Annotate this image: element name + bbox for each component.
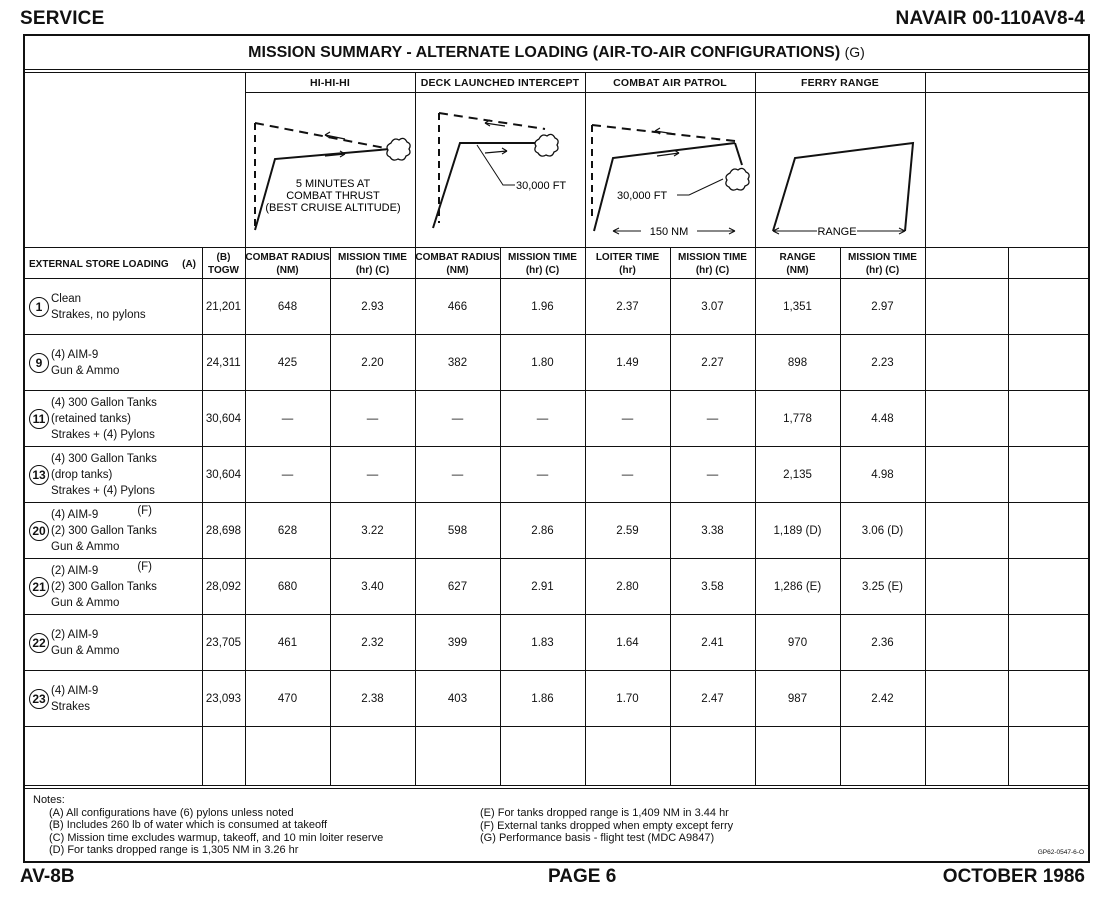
store-loading-line: Strakes + (4) Pylons	[51, 428, 155, 441]
table-cell: —	[366, 412, 379, 425]
note-d: (D) For tanks dropped range is 1,305 NM in 3.26 hr	[49, 844, 299, 856]
table-cell: 2.23	[871, 356, 894, 369]
table-cell: 425	[277, 356, 298, 369]
column-header-line-2: (hr) (C)	[355, 265, 390, 276]
table-cell: 30,604	[205, 412, 242, 425]
column-divider	[1008, 247, 1009, 785]
row-rule	[25, 726, 1090, 727]
column-header-7	[670, 248, 755, 278]
table-cell: 3.58	[701, 580, 724, 593]
table-cell: —	[536, 468, 549, 481]
store-loading-line: Strakes	[51, 700, 90, 713]
table-cell: 2.36	[871, 636, 894, 649]
dli-profile-diagram	[415, 93, 585, 247]
column-header-line-1: COMBAT RADIUS	[415, 252, 500, 263]
table-cell: 970	[787, 636, 808, 649]
figure-code: GP62-0547-6-O	[1037, 849, 1084, 856]
footer-page: PAGE 6	[548, 866, 617, 887]
store-loading-text	[51, 347, 119, 379]
title-main: MISSION SUMMARY - ALTERNATE LOADING (AIR-TO-AIR CONFIGURATIONS)	[248, 44, 841, 61]
mission-summary-table	[23, 34, 1090, 863]
table-cell: 403	[447, 692, 468, 705]
table-cell: 598	[447, 524, 468, 537]
note-flag: (F)	[137, 505, 152, 517]
table-cell: 3.22	[361, 524, 384, 537]
table-cell: 1.86	[531, 692, 554, 705]
table-cell: 1,351	[783, 300, 812, 313]
store-loading-cell	[25, 447, 202, 502]
mission-divider	[925, 73, 926, 785]
column-header-line-2: (NM)	[446, 265, 469, 276]
table-cell: 1.70	[616, 692, 639, 705]
note-e: (E) For tanks dropped range is 1,409 NM in 3.44 hr	[480, 807, 729, 819]
notes-rule	[25, 785, 1088, 789]
store-loading-cell	[25, 671, 202, 726]
store-loading-line: Gun & Ammo	[51, 596, 120, 609]
table-title	[25, 36, 1088, 69]
store-loading-line: (4) 300 Gallon Tanks	[51, 452, 157, 465]
footer-left: AV-8B	[20, 866, 75, 887]
store-loading-line: (4) AIM-9	[51, 508, 99, 521]
table-cell: 2.38	[361, 692, 384, 705]
table-cell: 2.20	[361, 356, 384, 369]
title-rule	[25, 69, 1088, 73]
mission-header-cap: COMBAT AIR PATROL	[613, 77, 727, 89]
table-cell: 628	[277, 524, 298, 537]
store-loading-line: (4) 300 Gallon Tanks	[51, 396, 157, 409]
store-loading-line: Gun & Ammo	[51, 364, 120, 377]
note-a: (A) All configurations have (6) pylons unless noted	[49, 806, 294, 819]
table-cell: 3.40	[361, 580, 384, 593]
table-cell: 3.07	[701, 300, 724, 313]
store-loading-line: Strakes, no pylons	[51, 308, 146, 321]
notes-heading: Notes:	[33, 794, 65, 806]
table-cell: 1,189 (D)	[773, 524, 822, 537]
table-cell: 24,311	[206, 356, 241, 369]
config-number-badge: 1	[29, 297, 49, 317]
ferry-range-label: RANGE	[817, 226, 857, 238]
table-cell: 2.91	[531, 580, 554, 593]
column-header-8	[755, 248, 840, 278]
table-cell: —	[536, 412, 549, 425]
table-cell: 1.83	[531, 636, 554, 649]
table-cell: 1,778	[783, 412, 812, 425]
column-header-line-2: (NM)	[786, 265, 809, 276]
store-loading-cell	[25, 335, 202, 390]
table-cell: —	[706, 468, 719, 481]
mission-header-dli: DECK LAUNCHED INTERCEPT	[420, 77, 580, 89]
config-number-badge: 22	[29, 633, 49, 653]
hihihi-note-line-1: 5 MINUTES AT	[295, 178, 371, 190]
config-number-badge: 11	[29, 409, 49, 429]
store-loading-line: (4) AIM-9	[51, 348, 99, 361]
store-loading-line: Gun & Ammo	[51, 644, 120, 657]
store-loading-line: Clean	[51, 292, 82, 305]
store-loading-cell	[25, 503, 202, 558]
table-cell: 466	[447, 300, 468, 313]
column-header-line-1: COMBAT RADIUS	[245, 252, 330, 263]
table-cell: 28,092	[205, 580, 242, 593]
column-header-line-1: MISSION TIME	[848, 252, 917, 263]
table-cell: 2.42	[871, 692, 894, 705]
column-header-line-1: (B)	[216, 252, 231, 263]
store-loading-text	[51, 627, 119, 659]
table-cell: —	[451, 468, 464, 481]
cap-distance-label: 150 NM	[649, 226, 689, 238]
column-header-line-1: LOITER TIME	[595, 252, 660, 263]
hihihi-note-line-3: (BEST CRUISE ALTITUDE)	[265, 202, 401, 214]
note-b: (B) Includes 260 lb of water which is consumed at takeoff	[49, 819, 327, 831]
column-header-2	[245, 248, 330, 278]
table-cell: 23,705	[205, 636, 242, 649]
column-header-line-1: MISSION TIME	[508, 252, 577, 263]
column-header-line-2: (hr) (C)	[865, 265, 900, 276]
table-cell: 627	[447, 580, 468, 593]
cap-profile-diagram	[585, 93, 755, 247]
store-loading-cell	[25, 559, 202, 614]
table-cell: 2.27	[701, 356, 724, 369]
column-header-line-2: (hr) (C)	[695, 265, 730, 276]
store-loading-line: (drop tanks)	[51, 468, 113, 481]
table-cell: 461	[277, 636, 298, 649]
table-cell: —	[706, 412, 719, 425]
table-cell: 3.25 (E)	[862, 580, 903, 593]
table-cell: 898	[787, 356, 808, 369]
column-header-3	[330, 248, 415, 278]
store-loading-cell	[25, 391, 202, 446]
header-left: SERVICE	[20, 8, 105, 29]
config-number-badge: 13	[29, 465, 49, 485]
store-loading-cell	[25, 279, 202, 334]
store-loading-line: Strakes + (4) Pylons	[51, 484, 155, 497]
config-number-badge: 23	[29, 689, 49, 709]
store-loading-line: (retained tanks)	[51, 412, 131, 425]
mission-header-hihihi: HI-HI-HI	[309, 77, 351, 89]
store-loading-text	[51, 451, 157, 499]
cap-altitude-label: 30,000 FT	[617, 190, 668, 202]
column-header-line-2: (NM)	[276, 265, 299, 276]
table-cell: 2.37	[616, 300, 639, 313]
store-loading-text	[51, 291, 146, 323]
column-header-line-2: (hr) (C)	[525, 265, 560, 276]
table-cell: 648	[277, 300, 298, 313]
store-loading-text	[51, 683, 98, 715]
table-cell: 1.96	[531, 300, 554, 313]
column-header-line-2: TOGW	[208, 265, 239, 276]
notes-right	[480, 807, 733, 845]
table-cell: —	[621, 412, 634, 425]
store-loading-text	[51, 395, 157, 443]
store-loading-line: (2) 300 Gallon Tanks	[51, 524, 157, 537]
table-cell: 2.86	[531, 524, 554, 537]
table-cell: 1,286 (E)	[773, 580, 822, 593]
column-header-0	[25, 248, 202, 278]
table-cell: 2.47	[701, 692, 724, 705]
table-cell: 382	[447, 356, 468, 369]
hihihi-profile-diagram	[245, 93, 415, 247]
table-cell: 2.59	[616, 524, 639, 537]
table-cell: 1.64	[616, 636, 639, 649]
config-number-badge: 20	[29, 521, 49, 541]
table-cell: 2.41	[701, 636, 724, 649]
notes-left	[33, 794, 383, 857]
table-cell: 399	[447, 636, 468, 649]
column-header-line-1: MISSION TIME	[678, 252, 747, 263]
table-cell: 21,201	[205, 300, 242, 313]
column-header-4	[415, 248, 500, 278]
mission-header-rule	[245, 92, 1090, 93]
column-header-1	[202, 248, 245, 278]
table-cell: 1.80	[531, 356, 554, 369]
table-cell: —	[366, 468, 379, 481]
hihihi-note-line-2: COMBAT THRUST	[286, 190, 380, 202]
table-cell: 4.98	[871, 468, 894, 481]
store-loading-line: Gun & Ammo	[51, 540, 120, 553]
note-g: (G) Performance basis - flight test (MDC A9847)	[480, 832, 715, 844]
table-cell: 2.97	[871, 300, 894, 313]
table-cell: —	[621, 468, 634, 481]
table-cell: 2.80	[616, 580, 639, 593]
header-right: NAVAIR 00-110AV8-4	[895, 8, 1085, 29]
table-cell: —	[281, 468, 294, 481]
config-number-badge: 9	[29, 353, 49, 373]
table-cell: —	[281, 412, 294, 425]
column-header-line-1: RANGE	[779, 252, 816, 263]
mission-header-ferry: FERRY RANGE	[800, 77, 880, 89]
table-cell: 3.06 (D)	[861, 524, 904, 537]
table-cell: 2.93	[361, 300, 384, 313]
table-cell: —	[451, 412, 464, 425]
column-header-6	[585, 248, 670, 278]
table-cell: 28,698	[205, 524, 242, 537]
store-loading-line: (2) 300 Gallon Tanks	[51, 580, 157, 593]
table-cell: 4.48	[871, 412, 894, 425]
store-loading-cell	[25, 615, 202, 670]
ferry-profile-diagram	[755, 93, 925, 247]
table-cell: 470	[277, 692, 298, 705]
note-f: (F) External tanks dropped when empty except ferry	[480, 819, 734, 832]
table-cell: 2,135	[783, 468, 812, 481]
column-header-5	[500, 248, 585, 278]
table-cell: 30,604	[205, 468, 242, 481]
column-header-label: EXTERNAL STORE LOADING	[29, 259, 169, 270]
table-cell: 987	[787, 692, 808, 705]
store-loading-line: (2) AIM-9	[51, 564, 99, 577]
column-header-line-2: (hr)	[619, 265, 636, 276]
table-cell: 2.32	[361, 636, 384, 649]
note-c: (C) Mission time excludes warmup, takeoff, and 10 min loiter reserve	[49, 831, 384, 844]
table-cell: 1.49	[616, 356, 639, 369]
note-flag: (F)	[137, 561, 152, 573]
column-header-9	[840, 248, 925, 278]
footer-right: OCTOBER 1986	[942, 866, 1085, 887]
table-cell: 680	[277, 580, 298, 593]
store-loading-line: (2) AIM-9	[51, 628, 99, 641]
column-header-line-1: MISSION TIME	[338, 252, 407, 263]
dli-altitude-label: 30,000 FT	[516, 180, 567, 192]
table-cell: 3.38	[701, 524, 724, 537]
store-loading-line: (4) AIM-9	[51, 684, 99, 697]
title-tag: (G)	[844, 44, 865, 60]
config-number-badge: 21	[29, 577, 49, 597]
table-cell: 23,093	[205, 692, 242, 705]
column-header-note: (A)	[182, 259, 196, 270]
